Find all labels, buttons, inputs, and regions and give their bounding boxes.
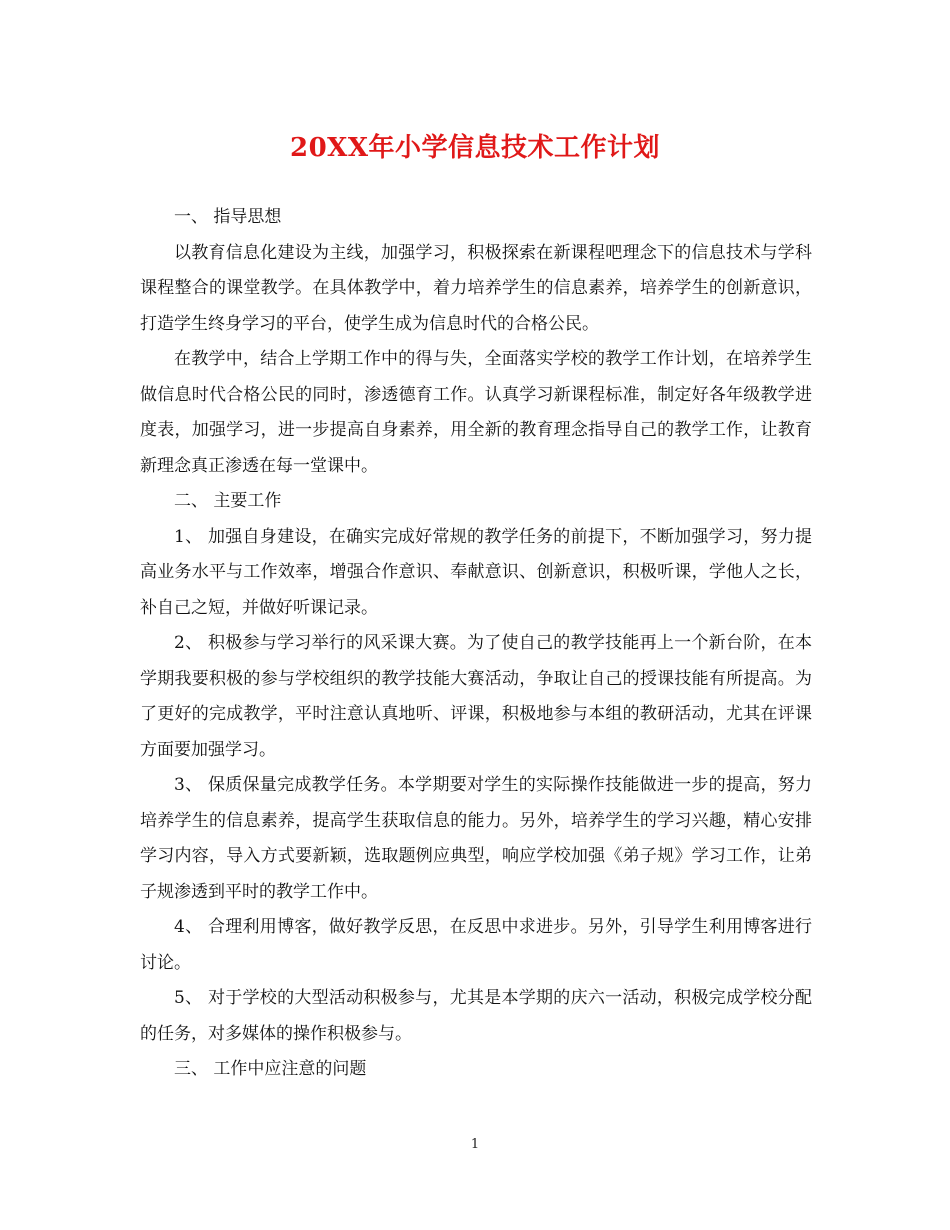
section-heading-2: 二、 主要工作 [174, 491, 282, 511]
page-number: 1 [470, 1137, 480, 1152]
section-1-paragraph-1: 以教育信息化建设为主线，加强学习，积极探索在新课程吧理念下的信息技术与学科课程整合的课堂教学。在具体教学中，着力培养学生的信息素养，培养学生的创新意识，打造学生终身学习的平台，使学生成为信息时代的合格公民。 [140, 242, 812, 334]
section-heading-1: 一、 指导思想 [174, 207, 282, 227]
document-title: 20XX年小学信息技术工作计划 [289, 133, 661, 163]
document-body [140, 200, 812, 1088]
section-2-paragraph-1: 1、 加强自身建设，在确实完成好常规的教学任务的前提下，不断加强学习，努力提高业务水平与工作效率，增强合作意识、奉献意识、创新意识，积极听课，学他人之长，补自己之短，并做好听课记录。 [140, 526, 812, 618]
section-1-paragraph-2: 在教学中，结合上学期工作中的得与失，全面落实学校的教学工作计划，在培养学生做信息时代合格公民的同时，渗透德育工作。认真学习新课程标准，制定好各年级教学进度表，加强学习，进一步提高自身素养，用全新的教育理念指导自己的教学工作，让教育新理念真正渗透在每一堂课中。 [140, 349, 812, 476]
section-2-paragraph-5: 5、 对于学校的大型活动积极参与，尤其是本学期的庆六一活动，积极完成学校分配的任务，对多媒体的操作积极参与。 [140, 988, 812, 1044]
section-2-paragraph-4: 4、 合理利用博客，做好教学反思，在反思中求进步。另外，引导学生利用博客进行讨论。 [140, 917, 812, 973]
section-2-paragraph-3: 3、 保质保量完成教学任务。本学期要对学生的实际操作技能做进一步的提高，努力培养学生的信息素养，提高学生获取信息的能力。另外，培养学生的学习兴趣，精心安排学习内容，导入方式要新颖，选取题例应典型，响应学校加强《弟子规》学习工作，让弟子规渗透到平时的教学工作中。 [140, 775, 812, 902]
section-heading-3: 三、 工作中应注意的问题 [174, 1059, 367, 1079]
section-2-paragraph-2: 2、 积极参与学习举行的风采课大赛。为了使自己的教学技能再上一个新台阶，在本学期我要积极的参与学校组织的教学技能大赛活动，争取让自己的授课技能有所提高。为了更好的完成教学，平时注意认真地听、评课，积极地参与本组的教研活动，尤其在评课方面要加强学习。 [140, 633, 812, 760]
